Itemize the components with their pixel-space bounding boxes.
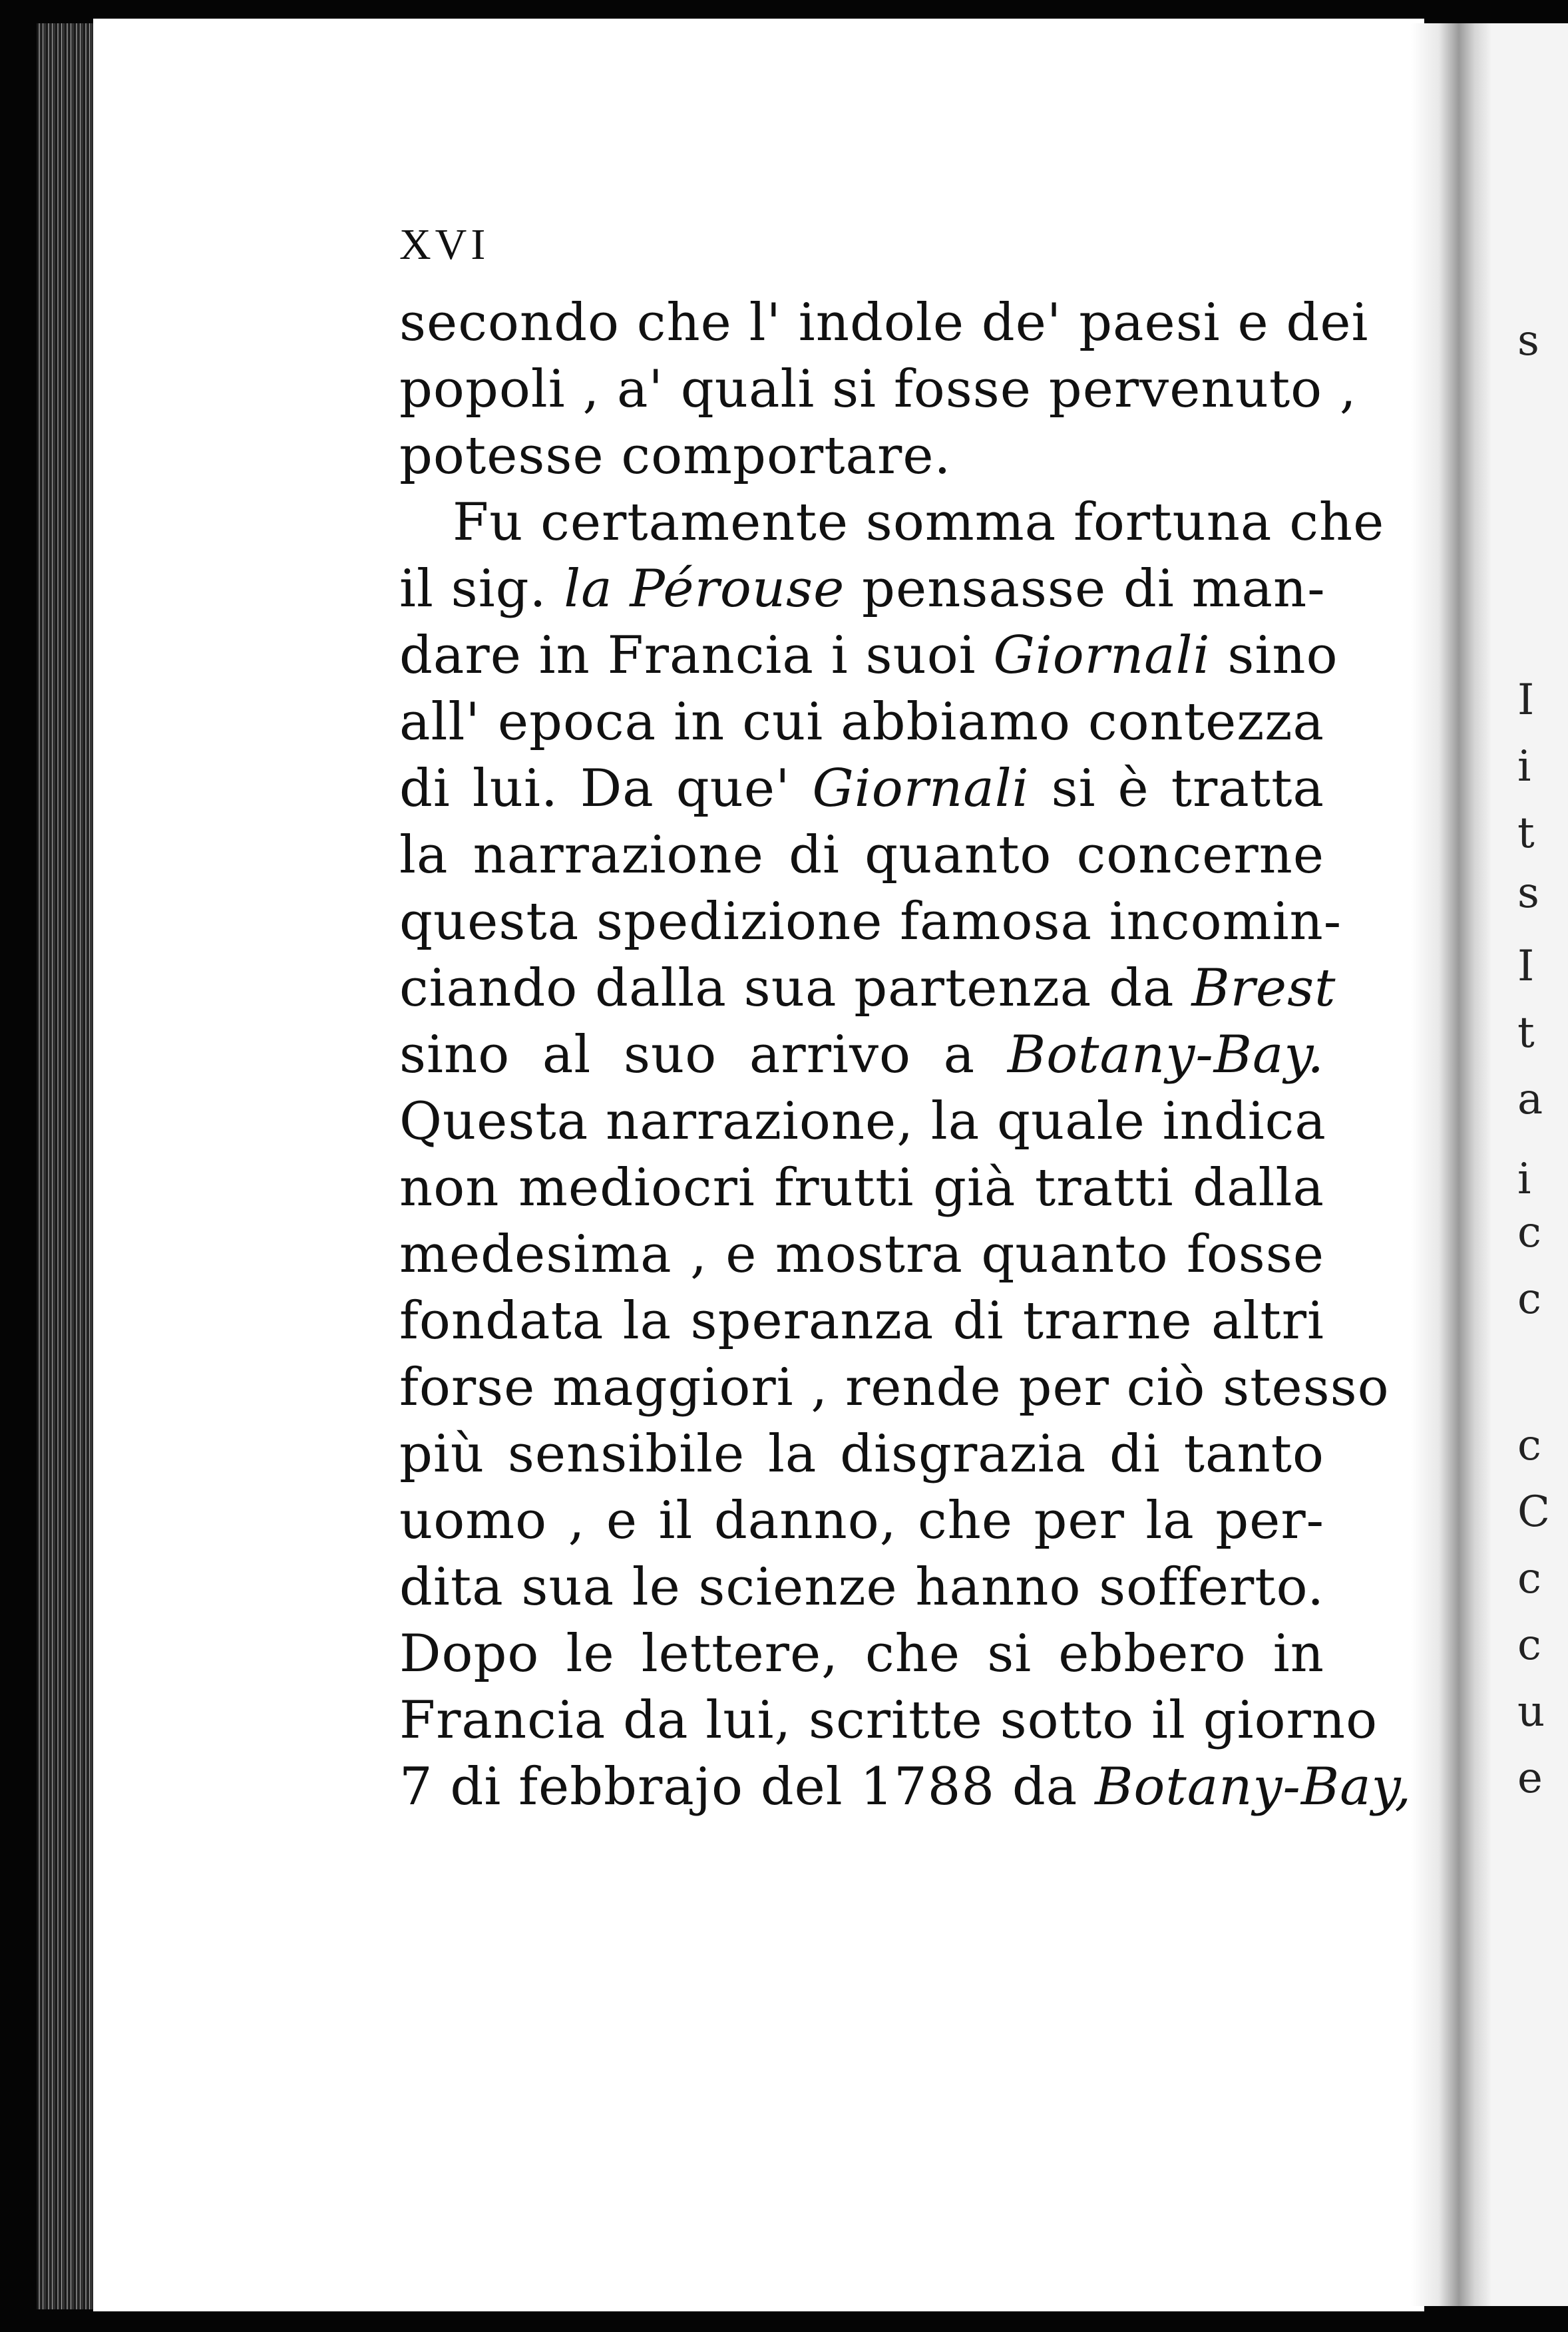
page-edge-shadow — [1411, 23, 1491, 2306]
facing-page-fragment — [1491, 23, 1568, 2306]
facing-page-glyph: a — [1517, 1075, 1543, 1124]
text-run: pensasse di man- — [845, 559, 1326, 619]
italic-text-run: la Pérouse — [564, 559, 845, 619]
text-run: all' epoca in cui abbiamo contezza — [399, 692, 1324, 752]
facing-page-glyph: s — [1517, 316, 1539, 365]
text-run: dita sua le scienze hanno sofferto. — [399, 1557, 1324, 1617]
facing-page-glyph: u — [1517, 1687, 1545, 1736]
facing-page-glyph: C — [1517, 1487, 1550, 1537]
italic-text-run: Giornali — [812, 759, 1030, 819]
text-line — [399, 1554, 1324, 1621]
text-run: popoli , a' quali si fosse pervenuto , — [399, 359, 1357, 419]
page-number: XVI — [399, 220, 490, 269]
text-run: si è tratta — [1029, 759, 1324, 819]
facing-page-glyph: i — [1517, 1155, 1531, 1204]
text-run: dare in Francia i suoi — [399, 626, 994, 685]
text-run: Dopo le lettere, che si ebbero in — [399, 1624, 1324, 1684]
binding-gutter — [37, 23, 97, 2309]
text-run: medesima , e mostra quanto fosse — [399, 1225, 1324, 1284]
text-line — [399, 1621, 1324, 1687]
text-run: più sensibile la disgrazia di tanto — [399, 1424, 1324, 1484]
italic-text-run: Botany-Bay, — [1095, 1757, 1412, 1817]
facing-page-glyph: c — [1517, 1274, 1541, 1324]
text-line — [399, 1288, 1324, 1354]
text-run: sino al suo arrivo a — [399, 1025, 1008, 1085]
text-run: non mediocri frutti già tratti dalla — [399, 1158, 1324, 1218]
text-line — [399, 1354, 1390, 1421]
facing-page-glyph: I — [1517, 942, 1535, 991]
text-line — [399, 1088, 1324, 1155]
italic-text-run: Botany-Bay. — [1007, 1025, 1324, 1085]
text-line — [399, 888, 1342, 955]
italic-text-run: Giornali — [993, 626, 1211, 685]
text-line — [399, 1022, 1324, 1088]
text-run: potesse comportare. — [399, 426, 952, 486]
facing-page-glyph: e — [1517, 1754, 1543, 1803]
text-line — [399, 1155, 1324, 1221]
text-run: fondata la speranza di trarne altri — [399, 1291, 1324, 1351]
text-line — [399, 755, 1324, 822]
text-line — [399, 955, 1336, 1022]
text-line — [399, 489, 1385, 556]
text-run: sino — [1210, 626, 1338, 685]
text-run: Questa narrazione, la quale indica — [399, 1091, 1326, 1151]
text-run: Francia da lui, scritte sotto il giorno — [399, 1690, 1378, 1750]
text-run: la narrazione di quanto concerne — [399, 825, 1324, 885]
text-run: Fu certamente somma fortuna che — [453, 492, 1385, 552]
text-line — [399, 689, 1324, 755]
text-line — [399, 1687, 1378, 1754]
text-line — [399, 622, 1338, 689]
text-line — [399, 423, 1324, 489]
facing-page-glyph: c — [1517, 1208, 1541, 1257]
facing-page-glyph: I — [1517, 676, 1535, 725]
facing-page-glyph: t — [1517, 1008, 1535, 1058]
text-run: secondo che l' indole de' paesi e dei — [399, 293, 1369, 353]
text-run: di lui. Da que' — [399, 759, 813, 819]
text-line — [399, 1487, 1324, 1554]
text-run: ciando dalla sua partenza da — [399, 958, 1192, 1018]
body-text — [399, 226, 1412, 1820]
text-run: questa spedizione famosa incomin- — [399, 892, 1342, 952]
text-run: forse maggiori , rende per ciò stesso — [399, 1358, 1390, 1418]
text-line — [399, 1754, 1412, 1820]
facing-page-glyph: c — [1517, 1621, 1541, 1670]
facing-page-glyph: i — [1517, 742, 1531, 791]
italic-text-run: Brest — [1191, 958, 1336, 1018]
text-line — [399, 1221, 1324, 1288]
text-run: uomo , e il danno, che per la per- — [399, 1491, 1324, 1551]
facing-page-glyph: t — [1517, 809, 1535, 858]
text-line — [399, 356, 1357, 423]
text-line — [399, 290, 1369, 356]
facing-page-glyph: c — [1517, 1421, 1541, 1470]
text-line — [399, 822, 1324, 888]
text-line — [399, 556, 1324, 622]
facing-page-glyph: s — [1517, 869, 1539, 918]
text-line — [399, 1421, 1324, 1487]
text-run: il sig. — [399, 559, 564, 619]
text-run: 7 di febbrajo del 1788 da — [399, 1757, 1095, 1817]
facing-page-glyph: c — [1517, 1554, 1541, 1603]
